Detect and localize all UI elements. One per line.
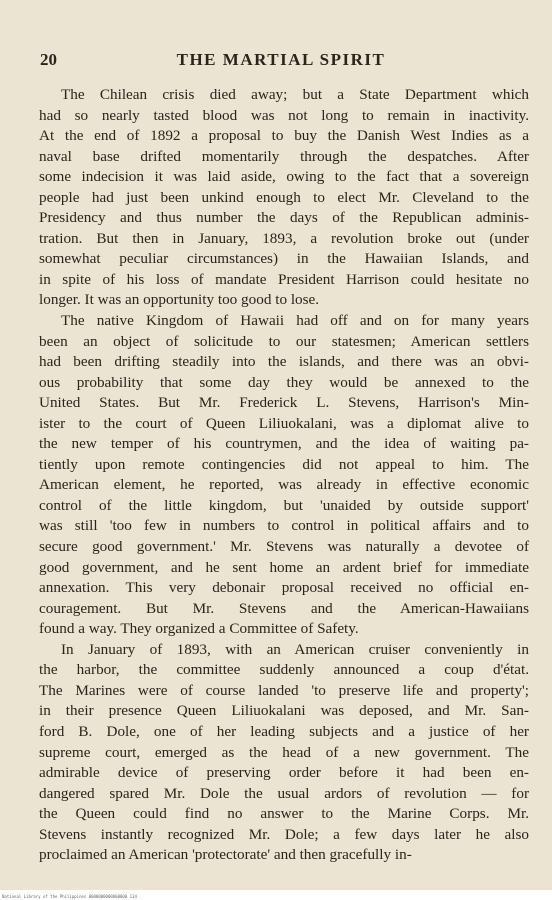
text-line: proclaimed an American 'protectorate' and then gracefully in-: [39, 846, 412, 864]
text-line: the harbor, the committee suddenly announced a coup d'état.: [39, 661, 529, 679]
text-line: Stevens instantly recognized Mr. Dole; a few days later he also: [39, 825, 529, 843]
text-line: in spite of his loss of mandate President Harrison could hesitate no: [39, 270, 529, 288]
running-title: THE MARTIAL SPIRIT: [176, 50, 386, 69]
body-text: [39, 85, 529, 866]
paragraph: [39, 311, 529, 640]
text-line: The Marines were of course landed 'to preserve life and property';: [39, 681, 529, 699]
text-line: had so nearly tasted blood was not long to remain in inactivity.: [39, 106, 529, 124]
text-line: supreme court, emerged as the head of a new government. The: [39, 743, 529, 761]
text-line: some indecision it was laid aside, owing to the fact that a sovereign: [39, 168, 529, 186]
text-line: ous probability that some day they would be annexed to the: [39, 373, 529, 391]
text-line: the Queen could find no answer to the Marine Corps. Mr.: [39, 805, 529, 823]
text-line: in their presence Queen Liliuokalani was deposed, and Mr. San-: [39, 702, 529, 720]
paragraph: [39, 640, 529, 866]
text-line: longer. It was an opportunity too good to lose.: [39, 291, 320, 309]
text-line: Presidency and thus number the days of the Republican adminis-: [39, 209, 529, 227]
scan-credit: National Library of the Philippines 0000000000000000 114: [2, 894, 137, 899]
text-line: American element, he reported, was already in effective economic: [39, 476, 529, 494]
text-line: dangered spared Mr. Dole the usual ardors of revolution — for: [39, 784, 529, 802]
text-line: The native Kingdom of Hawaii had off and on for many years: [61, 312, 529, 330]
text-line: ford B. Dole, one of her leading subjects and a justice of her: [39, 722, 529, 740]
text-line: was still 'too few in numbers to control in political affairs and to: [39, 517, 529, 535]
text-line: been an object of solicitude to our statesmen; American settlers: [39, 332, 529, 350]
text-line: annexation. This very debonair proposal received no official en-: [39, 579, 529, 597]
text-line: couragement. But Mr. Stevens and the American-Hawaiians: [39, 599, 529, 617]
text-line: In January of 1893, with an American cruiser conveniently in: [61, 640, 529, 658]
text-line: found a way. They organized a Committee of Safety.: [39, 620, 359, 638]
text-line: secure good government.' Mr. Stevens was naturally a devotee of: [39, 538, 529, 556]
scan-footer: [0, 890, 552, 900]
page-header: [40, 50, 522, 74]
text-line: The Chilean crisis died away; but a State Department which: [61, 86, 529, 103]
text-line: somewhat peculiar circumstances) in the Hawaiian Islands, and: [39, 250, 529, 268]
paragraph: [39, 85, 529, 311]
text-line: good government, and he sent home an ardent brief for immediate: [39, 558, 529, 576]
text-line: naval base drifted momentarily through the despatches. After: [39, 147, 529, 165]
text-line: control of the little kingdom, but 'unaided by outside support': [39, 496, 529, 514]
text-line: At the end of 1892 a proposal to buy the Danish West Indies as a: [39, 127, 529, 145]
text-line: tiently upon remote contingencies did not appeal to him. The: [39, 455, 529, 473]
text-line: ister to the court of Queen Liliuokalani, was a diplomat alive to: [39, 414, 529, 432]
page-number: 20: [40, 50, 57, 69]
text-line: United States. But Mr. Frederick L. Stevens, Harrison's Min-: [39, 394, 529, 412]
text-line: had been drifting steadily into the islands, and there was an obvi-: [39, 353, 529, 371]
text-line: admirable device of preserving order before it had been en-: [39, 764, 529, 782]
text-line: the new temper of his countrymen, and the idea of waiting pa-: [39, 435, 529, 453]
text-line: tration. But then in January, 1893, a revolution broke out (under: [39, 229, 529, 247]
text-line: people had just been unkind enough to elect Mr. Cleveland to the: [39, 188, 529, 206]
